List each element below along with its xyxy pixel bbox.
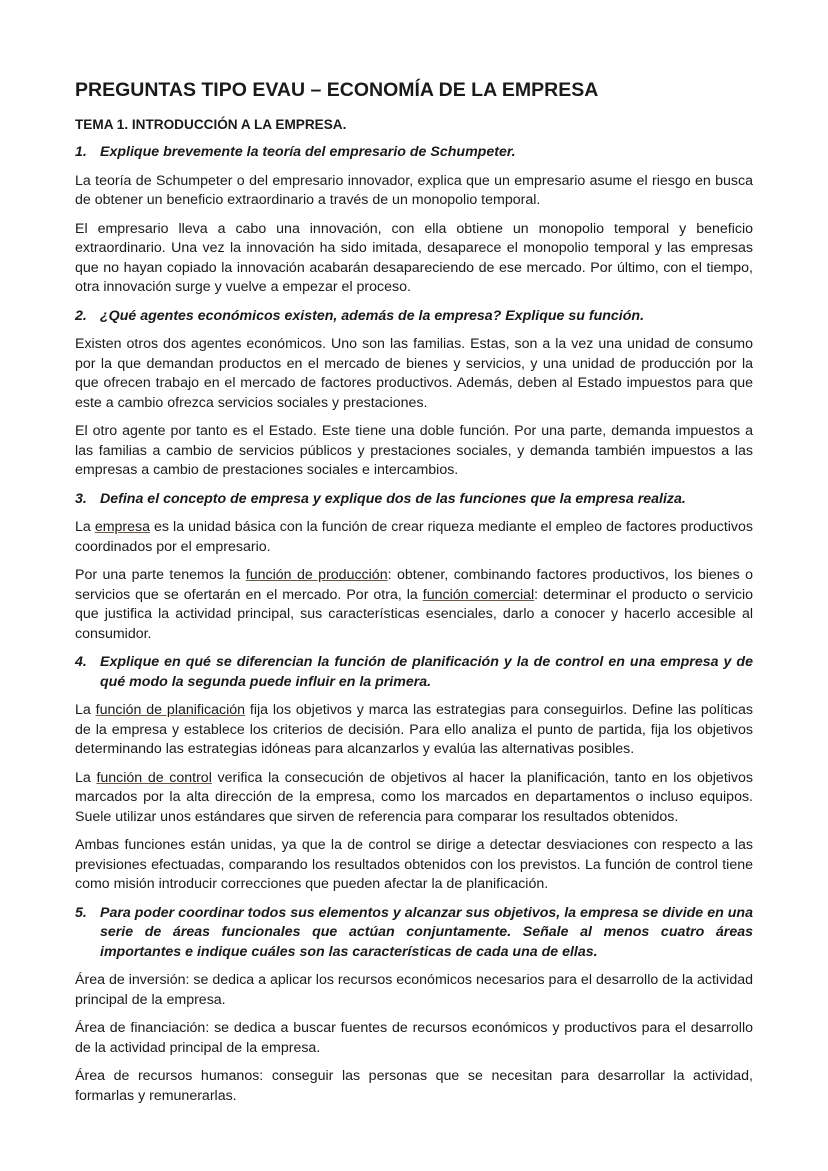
question-text: Explique en qué se diferencian la función de planificación y la de control en una empresa y de qué modo la segunda puede influir en la primera.: [100, 654, 753, 690]
underlined-term: función de control: [96, 769, 212, 786]
question-number: 3.: [75, 490, 87, 507]
question-4: [75, 653, 753, 692]
answer-paragraph: [75, 566, 753, 644]
answer-paragraph: Área de recursos humanos: conseguir las personas que se necesitan para desarrollar la actividad, formarlas y remunerarlas.: [75, 1068, 753, 1104]
text-run: La: [75, 769, 97, 786]
underlined-term: función comercial: [422, 586, 535, 603]
underlined-term: función de planificación: [95, 702, 246, 718]
question-1: [75, 143, 753, 163]
question-2: [75, 307, 753, 327]
text-run: verifica la consecución de objetivos al hacer la planificación, tanto en los objetivos marcados por la alta dirección de la empresa, como los marcados en departamentos o incluso equipos. Suele utilizar unos estándares que sirven de referencia para comparar los resultados obtenidos.: [75, 769, 753, 825]
answer-paragraph: [75, 518, 753, 557]
text-run: La: [75, 702, 96, 718]
page-title: PREGUNTAS TIPO EVAU – ECONOMÍA DE LA EMPRESA: [75, 79, 599, 101]
topic-heading: TEMA 1. INTRODUCCIÓN A LA EMPRESA.: [75, 117, 347, 132]
question-text: Defina el concepto de empresa y explique dos de las funciones que la empresa realiza.: [100, 490, 686, 507]
text-run: es la unidad básica con la función de crear riqueza mediante el empleo de factores productivos coordinados por el empresario.: [75, 519, 754, 555]
answer-paragraph: El otro agente por tanto es el Estado. Este tiene una doble función. Por una parte, demanda impuestos a las familias a cambio de servicios públicos y prestaciones sociales, y demanda también impuestos a las empresas a cambio de prestaciones sociales e intercambios.: [75, 423, 753, 478]
question-text: Explique brevemente la teoría del empresario de Schumpeter.: [100, 144, 516, 160]
answer-paragraph: El empresario lleva a cabo una innovación, con ella obtiene un monopolio temporal y beneficio extraordinario. Una vez la innovación ha sido imitada, desaparece el monopolio temporal y las empresas que no hayan copiado la innovación acabarán desapareciendo de ese mercado. Por último, con el tiempo, otra innovación surge y vuelve a empezar el proceso.: [75, 220, 753, 295]
answer-paragraph: Área de financiación: se dedica a buscar fuentes de recursos económicos y productivos para el desarrollo de la actividad principal de la empresa.: [75, 1020, 753, 1056]
question-3: [75, 490, 753, 510]
question-text: Para poder coordinar todos sus elementos y alcanzar sus objetivos, la empresa se divide en una serie de áreas funcionales que actúan conjuntamente. Señale al menos cuatro áreas importantes e indique cuáles son las características de cada una de ellas.: [100, 904, 753, 960]
text-run: fija los objetivos y marca las estrategias para conseguirlos. Define las políticas de la empresa y establece los criterios de decisión. Para ello analiza el punto de partida, fija los objetivos determinando las estrategias idóneas para alcanzarlos y evalúa las alternativas posibles.: [75, 702, 753, 757]
answer-paragraph: Existen otros dos agentes económicos. Uno son las familias. Estas, son a la vez una unidad de consumo por la que demandan productos en el mercado de bienes y servicios, y una unidad de producción por la que ofrecen trabajo en el mercado de factores productivos. Además, deben al Estado impuestos para que este a cambio ofrezca servicios sociales y prestaciones.: [75, 336, 753, 411]
answer-paragraph: Ambas funciones están unidas, ya que la de control se dirige a detectar desviaciones con respecto a las previsiones efectuadas, comparando los resultados obtenidos con los previstos. La función de control tiene como misión introducir correcciones que pueden afectar la de planificación.: [75, 837, 753, 892]
answer-paragraph: [75, 701, 753, 760]
question-number: 4.: [75, 654, 87, 670]
text-run: Por una parte tenemos la: [75, 567, 246, 583]
underlined-term: función de producción: [245, 567, 388, 583]
answer-paragraph: [75, 769, 753, 828]
underlined-term: empresa: [94, 519, 151, 535]
document-page: [75, 77, 753, 1115]
question-number: 5.: [75, 904, 87, 921]
answer-paragraph: La teoría de Schumpeter o del empresario innovador, explica que un empresario asume el riesgo en busca de obtener un beneficio extraordinario a través de un monopolio temporal.: [75, 172, 753, 208]
question-text: ¿Qué agentes económicos existen, además de la empresa? Explique su función.: [100, 307, 645, 324]
question-number: 2.: [75, 307, 87, 324]
text-run: La: [75, 519, 95, 535]
text-run: : obtener, combinando factores productivos, los bienes o servicios que se ofertarán en el mercado. Por otra, la: [75, 567, 753, 603]
question-5: [75, 904, 753, 963]
answer-paragraph: Área de inversión: se dedica a aplicar los recursos económicos necesarios para el desarrollo de la actividad principal de la empresa.: [75, 972, 753, 1008]
question-number: 1.: [75, 144, 87, 160]
text-run: : determinar el producto o servicio que justifica la actividad principal, sus características esenciales, darlo a conocer y hacerlo accesible al consumidor.: [75, 586, 753, 642]
